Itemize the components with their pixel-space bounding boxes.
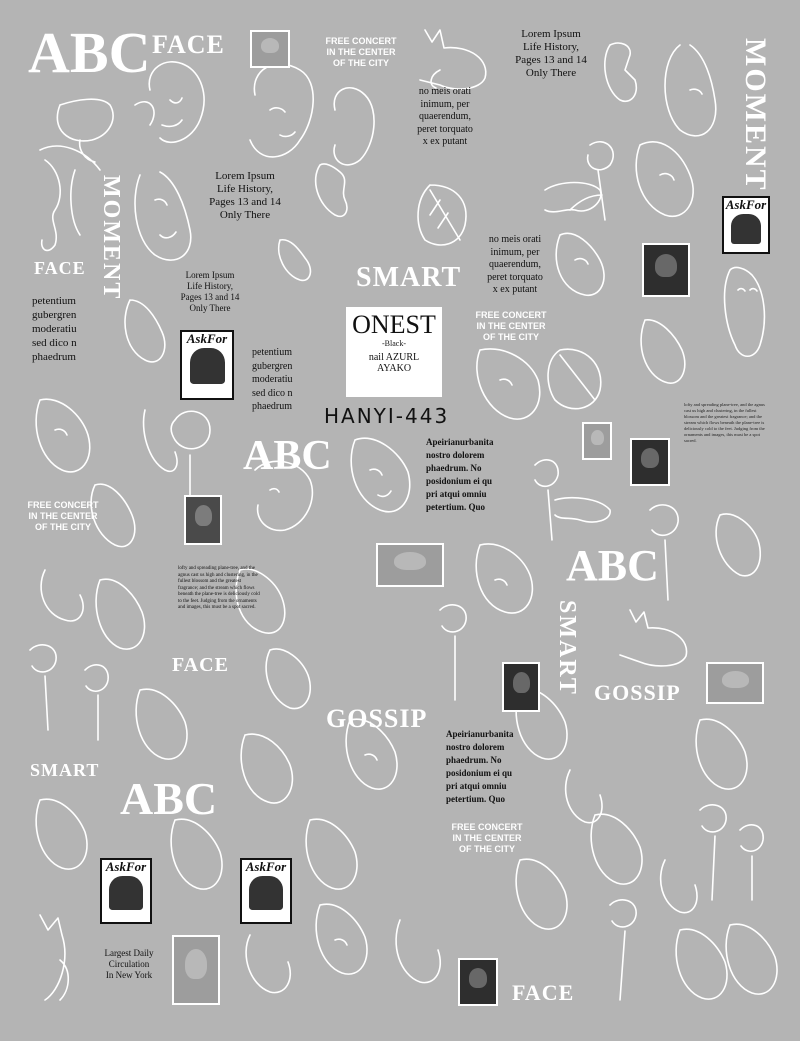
owl-line-drawing xyxy=(725,268,765,357)
face-line-drawing xyxy=(605,43,637,101)
statue-photo xyxy=(250,30,290,68)
latin-text: Apeirianurbanita nostro dolorem phaedrum. No posidonium ei qu pri atqui omniu petertium. Quo xyxy=(446,729,514,804)
face-line-drawing xyxy=(591,814,642,884)
free-concert-text: FREE CONCERT IN THE CENTER OF THE CITY xyxy=(451,822,523,854)
lorem-ipsum-text: Lorem Ipsum Life History, Pages 13 and 14 Only There xyxy=(515,28,587,79)
statue-photo xyxy=(630,438,670,486)
face-line-drawing xyxy=(40,99,113,170)
face-line-drawing xyxy=(477,349,540,419)
free-concert-text: FREE CONCERT IN THE CENTER OF THE CITY xyxy=(475,310,547,342)
face-line-drawing xyxy=(516,859,567,929)
face-line-drawing xyxy=(726,924,777,994)
face-line-drawing xyxy=(316,904,367,974)
flower-line-drawing xyxy=(30,645,108,740)
face-line-drawing xyxy=(96,579,144,649)
brand-line: AYAKO xyxy=(376,363,412,374)
face-line-drawing xyxy=(125,300,165,362)
flower-line-drawing xyxy=(700,805,763,900)
small-paragraph: lofty and spreading plane-tree, and the agnus cast us high and clustering, in the fullest blossom and the greatest fragrance; and the stream which flows beneath the plane-tree is deliciously cold to the feet. Judging from the ornaments and images, this must be a spot sacred. xyxy=(178,566,260,610)
smart-text: SMART xyxy=(554,600,580,696)
abc-text: ABC xyxy=(566,541,659,590)
face-text: FACE xyxy=(34,258,86,278)
face-line-drawing xyxy=(351,438,410,512)
leaf-line-drawing xyxy=(418,185,466,245)
free-concert-text: FREE CONCERT IN THE CENTER OF THE CITY xyxy=(325,36,397,68)
gossip-text: GOSSIP xyxy=(594,680,681,705)
abc-text: ABC xyxy=(28,20,151,85)
poster-figure xyxy=(731,214,762,244)
face-line-drawing xyxy=(279,240,311,281)
brand-name: ONEST xyxy=(352,310,436,339)
face-text: FACE xyxy=(152,30,225,59)
statue-photo xyxy=(184,495,222,545)
face-line-drawing xyxy=(665,45,716,136)
face-line-drawing xyxy=(316,164,347,216)
poster-title: AskFor xyxy=(245,859,287,874)
latin-text: Apeirianurbanita nostro dolorem phaedrum. No posidonium ei qu pri atqui omniu petertium. Quo xyxy=(426,437,494,512)
face-line-drawing xyxy=(476,544,532,613)
face-line-drawing xyxy=(36,799,87,869)
poster-figure xyxy=(249,876,283,910)
face-line-drawing xyxy=(42,160,80,250)
poster-figure xyxy=(190,348,225,384)
free-concert-text: FREE CONCERT IN THE CENTER OF THE CITY xyxy=(27,500,99,532)
gossip-text: GOSSIP xyxy=(326,704,428,733)
abc-text: ABC xyxy=(120,773,218,824)
face-line-drawing xyxy=(241,734,292,803)
statue-photo xyxy=(376,543,444,587)
smart-text: SMART xyxy=(356,262,462,293)
portrait-photo xyxy=(172,935,220,1005)
portrait-photo xyxy=(502,662,540,712)
poster-title: AskFor xyxy=(725,197,767,212)
statue-photo xyxy=(706,662,764,704)
face-line-drawing xyxy=(396,920,440,983)
smart-text: SMART xyxy=(30,760,100,780)
flower-line-drawing xyxy=(171,411,210,500)
leaf-line-drawing xyxy=(548,349,601,408)
newspaper-caption: Largest Daily Circulation In New York xyxy=(104,948,154,980)
poster-figure xyxy=(109,876,143,910)
latin-text: petentium gubergren moderatiu sed dico n phaedrum xyxy=(32,295,77,363)
small-paragraph: lofty and spreading plane-tree, and the agnus cast us high and clustering, in the fullest blossom and the greatest fragrance; and the stream which flows beneath the plane-tree is deliciously cold to the feet. Judging from the ornaments and images, this must be a spot sacred. xyxy=(684,402,765,443)
ask-for-poster xyxy=(180,330,234,400)
face-line-drawing xyxy=(136,689,187,759)
face-line-drawing xyxy=(171,819,222,889)
lorem-ipsum-text: Lorem Ipsum Life History, Pages 13 and 14 Only There xyxy=(209,170,281,221)
face-line-drawing xyxy=(246,935,290,993)
face-line-drawing xyxy=(661,860,697,913)
brand-sub: -Black- xyxy=(382,339,406,348)
latin-text: petentium gubergren moderatiu sed dico n phaedrum xyxy=(252,347,293,412)
face-line-drawing xyxy=(556,233,604,295)
face-line-drawing xyxy=(250,64,313,157)
moment-text: MOMENT xyxy=(98,175,124,301)
face-line-drawing xyxy=(135,172,191,260)
poster-title: AskFor xyxy=(186,331,228,346)
face-line-drawing xyxy=(676,929,727,999)
moment-text: MOMENT xyxy=(739,38,772,192)
cat-line-drawing xyxy=(40,915,68,1000)
ask-for-poster xyxy=(240,858,292,924)
statue-photo xyxy=(458,958,498,1006)
face-text: FACE xyxy=(512,980,575,1005)
latin-text: no meis orati inimum, per quaerendum, peret torquato x ex putant xyxy=(487,234,543,295)
cat-line-drawing xyxy=(420,30,486,89)
face-line-drawing xyxy=(144,410,177,471)
flower-line-drawing xyxy=(610,900,636,1000)
sheet-code: HANYI-443 xyxy=(324,404,450,428)
hand-line-drawing xyxy=(555,498,610,522)
flower-line-drawing xyxy=(440,605,466,700)
face-line-drawing xyxy=(41,570,83,621)
face-line-drawing xyxy=(266,649,310,709)
brand-logo xyxy=(346,307,442,397)
poster-title: AskFor xyxy=(105,859,147,874)
portrait-photo xyxy=(642,243,690,297)
portrait-photo xyxy=(582,422,612,460)
abc-text: ABC xyxy=(243,433,332,479)
latin-text: no meis orati inimum, per quaerendum, peret torquato x ex putant xyxy=(417,86,473,147)
lorem-ipsum-text: Lorem Ipsum Life History, Pages 13 and 14 Only There xyxy=(180,270,240,313)
face-line-drawing xyxy=(36,399,90,472)
face-line-drawing xyxy=(334,88,374,165)
face-line-drawing xyxy=(636,142,693,216)
ask-for-poster xyxy=(722,196,770,254)
face-line-drawing xyxy=(696,719,747,789)
cat-line-drawing xyxy=(620,610,687,666)
face-line-drawing xyxy=(306,819,357,889)
brand-line: nail AZURL xyxy=(368,352,420,363)
ask-for-poster xyxy=(100,858,152,924)
face-line-drawing xyxy=(641,320,685,383)
face-text: FACE xyxy=(172,654,229,676)
face-line-drawing xyxy=(716,514,760,576)
